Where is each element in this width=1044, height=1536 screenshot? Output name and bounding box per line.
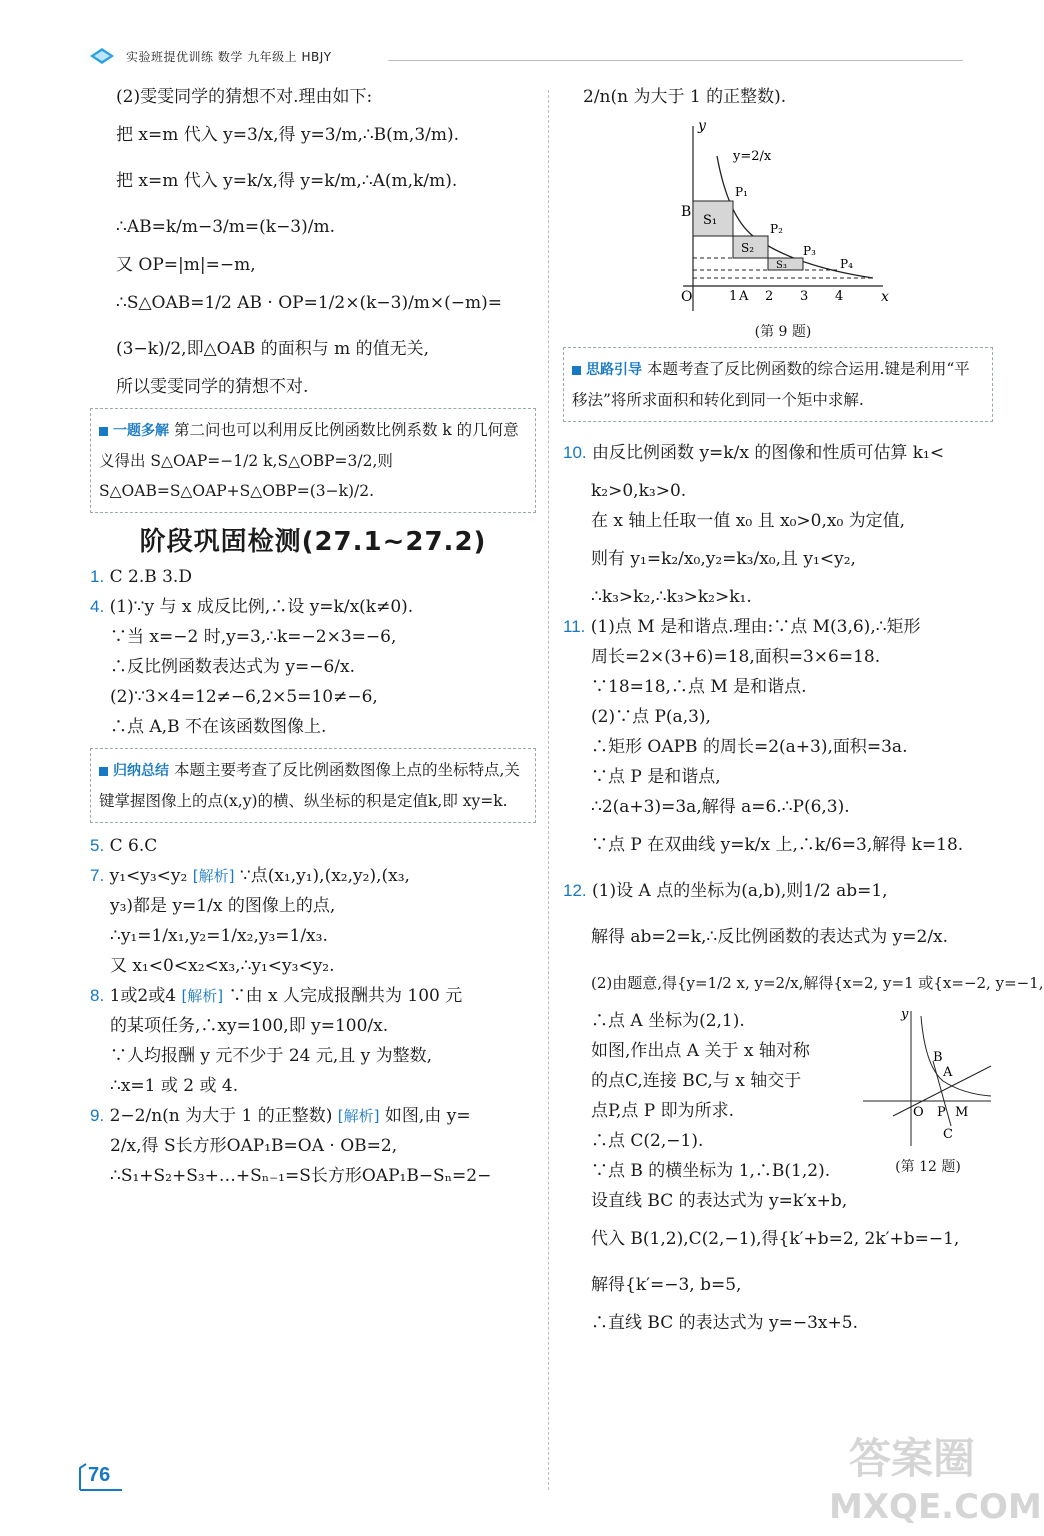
answer-line: 如图,作出点 A 关于 x 轴对称: [591, 1041, 810, 1061]
analysis-tag: [解析]: [181, 987, 224, 1005]
question-number: 8.: [90, 986, 105, 1005]
page-number-label: 76: [88, 1464, 111, 1486]
figure-9-graph: [673, 116, 893, 316]
answer-line: ∵点 P 在双曲线 y=k/x 上,∴k/6=3,解得 k=18.: [591, 835, 964, 855]
answer-line: ∴y₁=1/x₁,y₂=1/x₂,y₃=1/x₃.: [110, 926, 328, 946]
answer-line: 由反比例函数 y=k/x 的图像和性质可估算 k₁<: [592, 443, 945, 463]
point-m-label: M: [955, 1105, 969, 1120]
question-number: 9.: [90, 1106, 105, 1125]
point-label: P₁: [735, 185, 748, 199]
answer-line: 在 x 轴上任取一值 x₀ 且 x₀>0,x₀ 为定值,: [591, 511, 906, 531]
page-number: [78, 1462, 124, 1492]
answer-line: 解得{k′=−3, b=5,: [591, 1275, 742, 1295]
question-number: 11.: [563, 617, 586, 636]
answer-line: ∵18=18,∴点 M 是和谐点.: [591, 677, 807, 697]
answer-line: k₂>0,k₃>0.: [591, 481, 687, 501]
answer-line: ∴点 C(2,−1).: [591, 1131, 704, 1151]
analysis-tag: [解析]: [337, 1107, 380, 1125]
tip-box-summary: [90, 748, 536, 823]
answer-line: 点P,点 P 即为所求.: [591, 1101, 735, 1121]
question-number: 4.: [90, 597, 105, 616]
point-label: P₄: [840, 257, 853, 271]
tip-box-multi-solution: [90, 408, 536, 513]
text-line: 所以雯雯同学的猜想不对.: [116, 377, 309, 397]
answer-text: C 2.B 3.D: [109, 567, 192, 587]
origin-label: O: [681, 289, 693, 305]
tick-label: 3: [800, 289, 809, 304]
answer-line: y₁<y₃<y₂: [109, 866, 188, 886]
text-line: (3−k)/2,即△OAB 的面积与 m 的值无关,: [116, 339, 430, 359]
point-label: P₂: [770, 222, 783, 236]
header-title: 实验班提优训练 数学 九年级上 HBJY: [126, 50, 332, 64]
book-logo-icon: [88, 42, 116, 66]
answer-line: ∴点 A,B 不在该函数图像上.: [110, 717, 327, 737]
answer-line: ∴S₁+S₂+S₃+…+Sₙ₋₁=S长方形OAP₁B−Sₙ=2−: [110, 1166, 492, 1186]
answer-line: (1)点 M 是和谐点.理由:∵点 M(3,6),∴矩形: [590, 617, 921, 637]
answer-line: (1)设 A 点的坐标为(a,b),则1/2 ab=1,: [592, 881, 888, 901]
answer-line: ∴k₃>k₂,∴k₃>k₂>k₁.: [591, 587, 752, 607]
answer-line: ∴矩形 OAPB 的周长=2(a+3),面积=3a.: [591, 737, 908, 757]
region-label: S₂: [741, 241, 755, 255]
text-line: ∴AB=k/m−3/m=(k−3)/m.: [116, 217, 336, 237]
figure-9: [673, 116, 993, 341]
function-label: y=2/x: [733, 149, 772, 164]
question-number: 1.: [90, 567, 105, 586]
question-number: 10.: [563, 443, 587, 462]
answer-line: 解得 ab=2=k,∴反比例函数的表达式为 y=2/x.: [591, 927, 949, 947]
answer-line: (1)∵y 与 x 成反比例,∴设 y=k/x(k≠0).: [109, 597, 414, 617]
right-column: [563, 82, 1044, 1338]
tip-box-guide: [563, 347, 993, 422]
answer-text: C 6.C: [109, 836, 158, 856]
answer-line: 则有 y₁=k₂/x₀,y₂=k₃/x₀,且 y₁<y₂,: [591, 549, 856, 569]
point-label: P₃: [803, 244, 816, 258]
answer-line: 如图,由 y=: [384, 1106, 471, 1126]
q12-figure-block: [563, 1006, 993, 1186]
point-b-label: B: [933, 1050, 943, 1065]
y-axis-label: y: [698, 118, 706, 134]
answer-line: y₃)都是 y=1/x 的图像上的点,: [110, 896, 336, 916]
text-line: ∴S△OAB=1/2 AB · OP=1/2×(k−3)/m×(−m)=: [116, 293, 503, 313]
text-line: 又 OP=|m|=−m,: [116, 255, 256, 275]
figure-12: [863, 1006, 993, 1176]
point-a-label: A: [739, 289, 749, 304]
column-divider: [548, 90, 549, 1490]
watermark-text: 答案圈: [849, 1434, 976, 1483]
tip-box-head: 思路引导: [572, 355, 642, 385]
figure-caption: (第 9 题): [754, 324, 812, 340]
answer-line: ∴点 A 坐标为(2,1).: [591, 1011, 745, 1031]
text-line: 把 x=m 代入 y=k/x,得 y=k/m,∴A(m,k/m).: [116, 171, 458, 191]
answer-line: 又 x₁<0<x₂<x₃,∴y₁<y₃<y₂.: [110, 956, 335, 976]
answer-line: 周长=2×(3+6)=18,面积=3×6=18.: [591, 647, 881, 667]
answer-line: ∵当 x=−2 时,y=3,∴k=−2×3=−6,: [110, 627, 397, 647]
analysis-tag: [解析]: [192, 867, 235, 885]
tip-box-text: 本题主要考查了反比例函数图像上点的坐标特点,关键掌握图像上的点(x,y)的横、纵坐标的积是定值k,即 xy=k.: [99, 761, 520, 810]
text-line: 2/n(n 为大于 1 的正整数).: [583, 87, 787, 107]
point-c-label: C: [943, 1127, 953, 1142]
page-header: [88, 42, 963, 70]
question-number: 7.: [90, 866, 105, 885]
question-number: 5.: [90, 836, 105, 855]
tick-label: 1: [729, 289, 738, 304]
watermark: [819, 1418, 1042, 1528]
answer-line: 1或2或4: [109, 986, 177, 1006]
tick-label: 4: [835, 289, 844, 304]
question-number: 12.: [563, 881, 587, 900]
answer-line: (2)∵点 P(a,3),: [591, 707, 711, 727]
point-b-label: B: [681, 204, 692, 220]
point-a-label: A: [943, 1065, 953, 1080]
answer-line: ∴反比例函数表达式为 y=−6/x.: [110, 657, 356, 677]
tick-label: 2: [765, 289, 774, 304]
answer-line: ∵由 x 人完成报酬共为 100 元: [228, 986, 463, 1006]
region-label: S₁: [703, 213, 718, 228]
x-axis-label: x: [881, 289, 889, 305]
answer-line: ∴x=1 或 2 或 4.: [110, 1076, 239, 1096]
header-rule: [388, 60, 963, 61]
answer-line: ∴2(a+3)=3a,解得 a=6.∴P(6,3).: [591, 797, 850, 817]
origin-label: O: [913, 1105, 924, 1120]
tip-box-head: 归纳总结: [99, 756, 169, 786]
text-line: (2)雯雯同学的猜想不对.理由如下:: [116, 87, 373, 107]
tip-box-head: 一题多解: [99, 416, 169, 446]
text-line: 把 x=m 代入 y=3/x,得 y=3/m,∴B(m,3/m).: [116, 125, 460, 145]
answer-line: (2)由题意,得{y=1/2 x, y=2/x,解得{x=2, y=1 或{x=−2, y=−1,: [591, 974, 1044, 992]
answer-line: 的某项任务,∴xy=100,即 y=100/x.: [110, 1016, 389, 1036]
answer-line: ∵点 P 是和谐点,: [591, 767, 721, 787]
tip-box-text: 第二问也可以利用反比例函数比例系数 k 的几何意义得出 S△OAP=−1/2 k,S△OBP=3/2,则 S△OAB=S△OAP+S△OBP=(3−k)/2.: [99, 421, 519, 500]
figure-caption: (第 12 题): [895, 1159, 961, 1175]
answer-line: 的点C,连接 BC,与 x 轴交于: [591, 1071, 802, 1091]
left-column: [90, 82, 536, 1191]
tip-box-text: 本题考查了反比例函数的综合运用.键是利用“平移法”将所求面积和转化到同一个矩中求解.: [572, 360, 970, 409]
point-p-label: P: [937, 1105, 946, 1120]
answer-line: 代入 B(1,2),C(2,−1),得{k′+b=2, 2k′+b=−1,: [591, 1229, 960, 1249]
answer-line: 设直线 BC 的表达式为 y=k′x+b,: [591, 1191, 848, 1211]
answer-line: ∵点 B 的横坐标为 1,∴B(1,2).: [591, 1161, 831, 1181]
figure-12-graph: [863, 1006, 993, 1151]
y-axis-label: y: [901, 1007, 909, 1022]
answer-line: ∵人均报酬 y 元不少于 24 元,且 y 为整数,: [110, 1046, 433, 1066]
answer-line: ∵点(x₁,y₁),(x₂,y₂),(x₃,: [239, 866, 410, 886]
section-title: 阶段巩固检测(27.1~27.2): [139, 527, 487, 557]
watermark-url: MXQE.COM: [829, 1487, 1042, 1527]
watermark-logo-icon: [819, 1418, 1042, 1528]
answer-line: ∴直线 BC 的表达式为 y=−3x+5.: [591, 1313, 858, 1333]
answer-line: (2)∵3×4=12≠−6,2×5=10≠−6,: [110, 687, 378, 707]
answer-line: 2/x,得 S长方形OAP₁B=OA · OB=2,: [110, 1136, 398, 1156]
answer-line: 2−2/n(n 为大于 1 的正整数): [109, 1106, 333, 1126]
region-label: S₃: [776, 260, 787, 271]
